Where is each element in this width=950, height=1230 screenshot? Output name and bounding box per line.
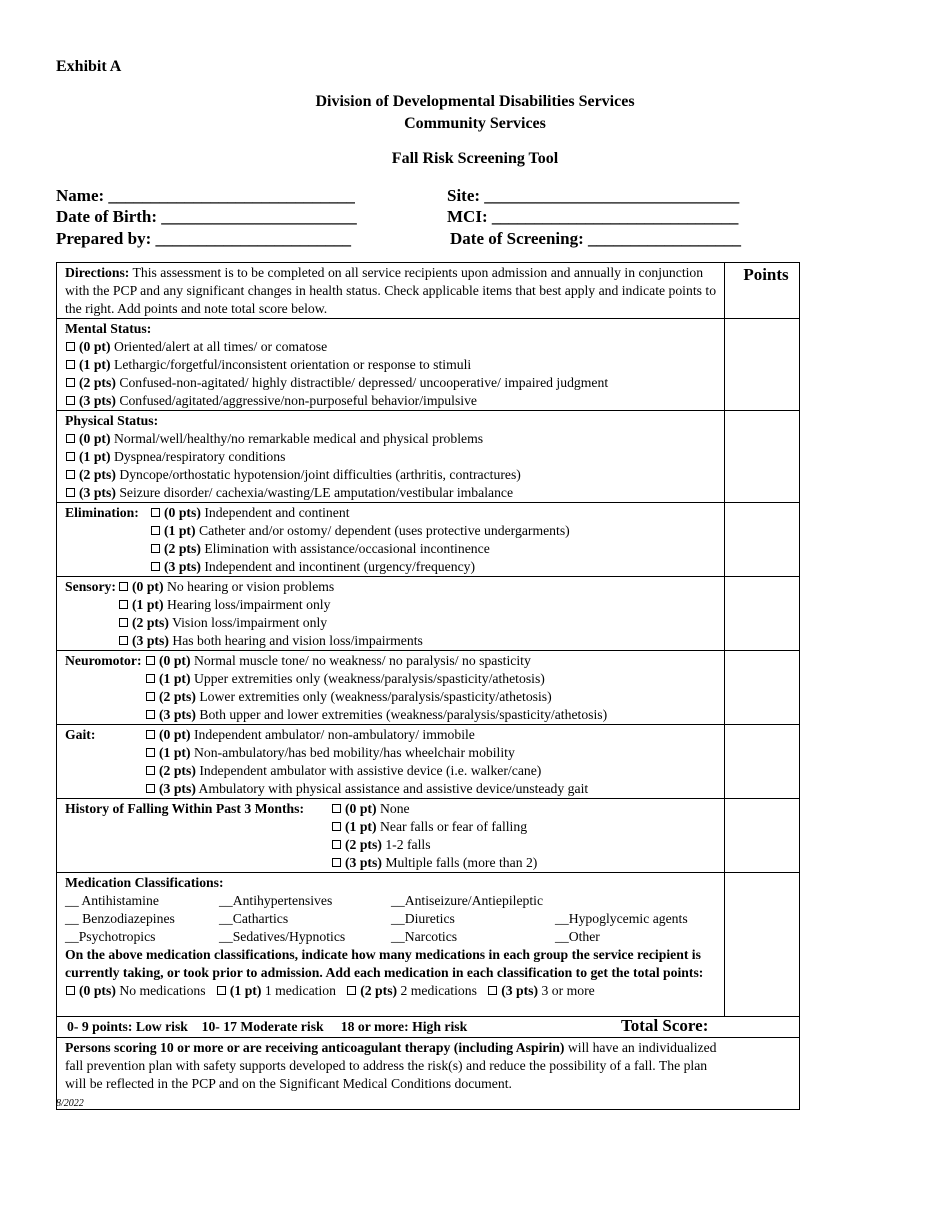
checkbox-icon[interactable] [146,674,155,683]
total-score-label[interactable]: Total Score: [621,1016,709,1035]
medication-class[interactable]: __Cathartics [219,911,289,926]
physical-status-title: Physical Status: [65,413,159,428]
points-header-cell [725,263,800,319]
gait-points-cell[interactable] [725,725,800,799]
medication-option[interactable]: (3 pts) 3 or more [487,983,595,998]
elimination-option[interactable]: Elimination: (0 pts) Independent and continent [65,505,350,520]
checkbox-icon[interactable] [332,822,341,831]
medication-class[interactable]: __Antihypertensives [219,893,333,908]
neuromotor-section [57,651,725,725]
medication-class[interactable]: __ Antihistamine [65,893,159,908]
medication-class[interactable]: __Hypoglycemic agents [555,911,688,926]
checkbox-icon[interactable] [146,748,155,757]
directions-cell [57,263,725,319]
checkbox-icon[interactable] [146,766,155,775]
medication-section [57,873,725,1017]
checkbox-icon[interactable] [66,488,75,497]
medication-class[interactable]: __Diuretics [391,911,455,926]
neuromotor-title: Neuromotor: [65,653,142,668]
gait-option[interactable]: (2 pts) Independent ambulator with assistive device (i.e. walker/cane) [65,762,724,780]
mental-status-title: Mental Status: [65,321,152,336]
neuromotor-option[interactable]: (1 pt) Upper extremities only (weakness/paralysis/spasticity/athetosis) [65,670,724,688]
directions-text: This assessment is to be completed on all service recipients upon admission and annually in conjunction with the PCP and any significant changes in health status. Check applicable items that best apply and indicate points to the right. Add points and note total score below. [65,265,717,316]
checkbox-icon[interactable] [146,692,155,701]
screening-table [56,262,800,1110]
falling-option[interactable]: (1 pt) Near falls or fear of falling [65,818,724,836]
checkbox-icon[interactable] [146,656,155,665]
medication-class[interactable]: __Narcotics [391,929,458,944]
medication-class[interactable]: __ Benzodiazepines [65,911,175,926]
physical-option[interactable]: (2 pts) Dyncope/orthostatic hypotension/joint difficulties (arthritis, contractures) [65,466,724,484]
neuromotor-option[interactable]: (3 pts) Both upper and lower extremities (weakness/paralysis/spasticity/athetosis) [65,706,724,724]
checkbox-icon[interactable] [146,730,155,739]
checkbox-icon[interactable] [332,840,341,849]
gait-option[interactable]: Gait: (0 pt) Independent ambulator/ non-ambulatory/ immobile [65,727,475,742]
elimination-option[interactable]: (2 pts) Elimination with assistance/occasional incontinence [65,540,724,558]
mental-points-cell[interactable] [725,319,800,411]
falling-option[interactable]: (2 pts) 1-2 falls [65,836,724,854]
medication-title: Medication Classifications: [65,875,224,890]
dob-field[interactable]: Date of Birth: _______________________ [56,207,357,226]
falling-history-section [57,799,725,873]
falling-points-cell[interactable] [725,799,800,873]
points-header: Points [743,265,789,284]
checkbox-icon[interactable] [151,526,160,535]
name-field[interactable]: Name: _____________________________ [56,186,355,205]
medication-option[interactable]: (1 pt) 1 medication [216,983,336,998]
neuromotor-option[interactable]: Neuromotor: (0 pt) Normal muscle tone/ no weakness/ no paralysis/ no spasticity [65,653,531,668]
medication-class[interactable]: __Sedatives/Hypnotics [219,929,346,944]
physical-option[interactable]: (0 pt) Normal/well/healthy/no remarkable medical and physical problems [65,430,724,448]
falling-title: History of Falling Within Past 3 Months: [65,801,305,816]
sensory-option[interactable]: Sensory: (0 pt) No hearing or vision problems [65,579,335,594]
checkbox-icon[interactable] [332,804,341,813]
neuromotor-points-cell[interactable] [725,651,800,725]
date-of-screening-field[interactable]: Date of Screening: __________________ [450,229,742,248]
exhibit-label: Exhibit A [56,58,122,75]
medication-option[interactable]: (0 pts) No medications [65,983,206,998]
mental-option[interactable]: (2 pts) Confused-non-agitated/ highly distractible/ depressed/ uncooperative/ impaired judgment [65,374,724,392]
physical-option[interactable]: (1 pt) Dyspnea/respiratory conditions [65,448,724,466]
gait-section [57,725,725,799]
medication-class-grid [65,892,724,946]
checkbox-icon[interactable] [119,600,128,609]
checkbox-icon[interactable] [119,618,128,627]
medication-class[interactable]: __Psychotropics [65,929,156,944]
gait-option[interactable]: (1 pt) Non-ambulatory/has bed mobility/has wheelchair mobility [65,744,724,762]
sensory-points-cell[interactable] [725,577,800,651]
elimination-option[interactable]: (1 pt) Catheter and/or ostomy/ dependent (uses protective undergarments) [65,522,724,540]
checkbox-icon[interactable] [66,378,75,387]
checkbox-icon[interactable] [151,508,160,517]
note-text: will have an individualized fall prevention plan with safety supports developed to address the risk(s) and reduce the possibility of a fall. The plan will be reflected in the PCP and on the Significant Medical Conditions document. [65,1040,717,1091]
note-cell [57,1038,800,1110]
checkbox-icon[interactable] [151,562,160,571]
score-ranges: 0- 9 points: Low risk 10- 17 Moderate risk 18 or more: High risk [67,1019,468,1034]
checkbox-icon[interactable] [217,986,226,995]
checkbox-icon[interactable] [488,986,497,995]
sensory-section [57,577,725,651]
sensory-option[interactable]: (1 pt) Hearing loss/impairment only [65,596,724,614]
elimination-title: Elimination: [65,505,139,520]
form-title: Fall Risk Screening Tool [391,150,559,167]
sensory-option[interactable]: (3 pts) Has both hearing and vision loss/impairments [65,632,724,650]
directions-label: Directions: [65,265,130,280]
checkbox-icon[interactable] [66,396,75,405]
prepared-by-field[interactable]: Prepared by: _______________________ [56,229,351,248]
community-services-title: Community Services [404,115,546,132]
physical-points-cell[interactable] [725,411,800,503]
revision-date: 8/2022 [56,1098,84,1109]
medication-option[interactable]: (2 pts) 2 medications [346,983,477,998]
mental-option[interactable]: (1 pt) Lethargic/forgetful/inconsistent orientation or response to stimuli [65,356,724,374]
checkbox-icon[interactable] [146,710,155,719]
elimination-option[interactable]: (3 pts) Independent and incontinent (urgency/frequency) [65,558,724,576]
falling-option[interactable]: History of Falling Within Past 3 Months: (0 pt) None [65,801,410,816]
division-title: Division of Developmental Disabilities Services [315,93,635,110]
physical-status-section [57,411,725,503]
elimination-points-cell[interactable] [725,503,800,577]
elimination-section [57,503,725,577]
checkbox-icon[interactable] [66,452,75,461]
medication-class [555,892,705,910]
checkbox-icon[interactable] [119,582,128,591]
physical-option[interactable]: (3 pts) Seizure disorder/ cachexia/wasting/LE amputation/vestibular imbalance [65,484,724,502]
mci-field[interactable]: MCI: _____________________________ [447,207,739,226]
gait-option[interactable]: (3 pts) Ambulatory with physical assistance and assistive device/unsteady gait [65,780,724,798]
mental-option[interactable]: (0 pt) Oriented/alert at all times/ or comatose [65,338,724,356]
checkbox-icon[interactable] [347,986,356,995]
medication-class[interactable]: __Other [555,929,600,944]
neuromotor-option[interactable]: (2 pts) Lower extremities only (weakness/paralysis/spasticity/athetosis) [65,688,724,706]
medication-options [65,982,724,1000]
sensory-option[interactable]: (2 pts) Vision loss/impairment only [65,614,724,632]
checkbox-icon[interactable] [151,544,160,553]
checkbox-icon[interactable] [146,784,155,793]
falling-option[interactable]: (3 pts) Multiple falls (more than 2) [65,854,724,872]
medication-class[interactable]: __Antiseizure/Antiepileptic [391,893,544,908]
checkbox-icon[interactable] [66,434,75,443]
checkbox-icon[interactable] [332,858,341,867]
medication-points-cell[interactable] [725,873,800,1017]
site-field[interactable]: Site: ______________________________ [447,186,740,205]
medication-instruction: On the above medication classifications, indicate how many medications in each group the service recipient is currently taking, or took prior to admission. Add each medication in each classification to get the total points: [65,947,704,980]
checkbox-icon[interactable] [66,986,75,995]
mental-status-section [57,319,725,411]
scoring-row [57,1017,800,1038]
checkbox-icon[interactable] [66,470,75,479]
sensory-title: Sensory: [65,579,116,594]
checkbox-icon[interactable] [119,636,128,645]
mental-option[interactable]: (3 pts) Confused/agitated/aggressive/non-purposeful behavior/impulsive [65,392,724,410]
gait-title: Gait: [65,727,96,742]
checkbox-icon[interactable] [66,360,75,369]
note-bold: Persons scoring 10 or more or are receiving anticoagulant therapy (including Aspirin) [65,1040,565,1055]
checkbox-icon[interactable] [66,342,75,351]
